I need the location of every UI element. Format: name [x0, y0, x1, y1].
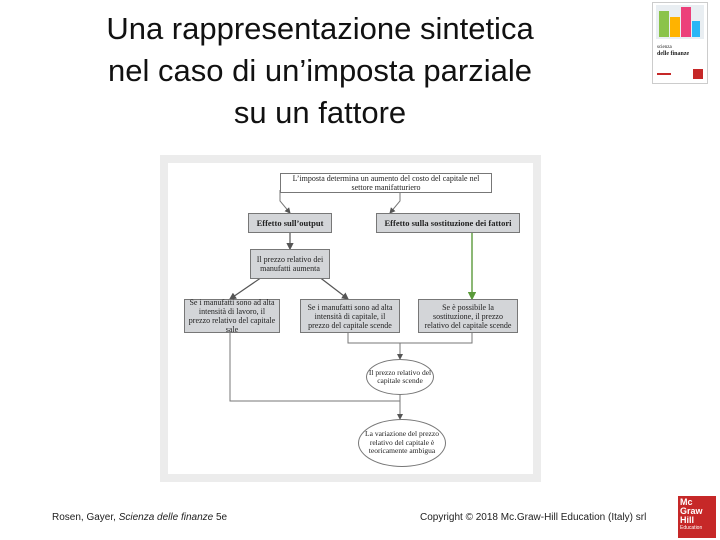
connector-possible-to-falls [400, 333, 472, 343]
cover-publisher-bar [657, 73, 671, 75]
mcgraw-hill-logo [678, 496, 716, 538]
connector-top-to-substitution [390, 190, 400, 213]
cover-bar-green [659, 11, 669, 37]
citation-edition: 5e [213, 512, 228, 523]
title-line-2: nel caso di un’imposta parziale [108, 53, 532, 88]
cover-title-line-1: scienza [657, 45, 672, 50]
box-substitution-effect: Effetto sulla sostituzione dei fattori [376, 213, 520, 233]
box-output-effect: Effetto sull’output [248, 213, 332, 233]
box-capital-intensive: Se i manufatti sono ad alta intensità di capitale, il prezzo del capitale scende [300, 299, 400, 333]
footer-copyright: Copyright © 2018 Mc.Graw-Hill Education (Italy) srl [420, 512, 647, 523]
slide-title [40, 8, 600, 134]
connector-top-to-output [280, 190, 290, 213]
tax-incidence-diagram [160, 155, 541, 482]
cover-publisher-logo [693, 69, 703, 79]
ellipse-ambiguous-variation: La variazione del prezzo relativo del capitale è teoricamente ambigua [358, 419, 446, 467]
ellipse-capital-price-falls: Il prezzo relativo del capitale scende [366, 359, 434, 395]
diagram-canvas [168, 163, 533, 474]
logo-line-1: Mc [680, 497, 693, 507]
logo-line-3: Hill [680, 515, 695, 525]
box-tax-raises-capital-cost: L’imposta determina un aumento del costo del capitale nel settore manifatturiero [280, 173, 492, 193]
cover-title-line-2: delle finanze [657, 51, 690, 57]
cover-bar-pink [681, 7, 691, 37]
cover-bar-yellow [670, 17, 680, 37]
title-line-3: su un fattore [233, 95, 407, 130]
box-relative-price-rises: Il prezzo relativo dei manufatti aumenta [250, 249, 330, 279]
box-labor-intensive: Se i manufatti sono ad alta intensità di lavoro, il prezzo relativo del capitale sale [184, 299, 280, 333]
logo-line-2: Graw [680, 506, 703, 516]
title-line-1: Una rappresentazione sintetica [106, 11, 534, 46]
book-cover-thumbnail [652, 2, 708, 84]
logo-line-4: Education [680, 525, 703, 531]
box-substitution-possible: Se è possibile la sostituzione, il prezzo relativo del capitale scende [418, 299, 518, 333]
citation-authors: Rosen, Gayer, [52, 512, 119, 523]
cover-bar-blue [692, 21, 700, 37]
connector-capital-to-falls [348, 333, 400, 359]
citation-book-title: Scienza delle finanze [118, 512, 214, 523]
footer-citation [52, 512, 227, 523]
